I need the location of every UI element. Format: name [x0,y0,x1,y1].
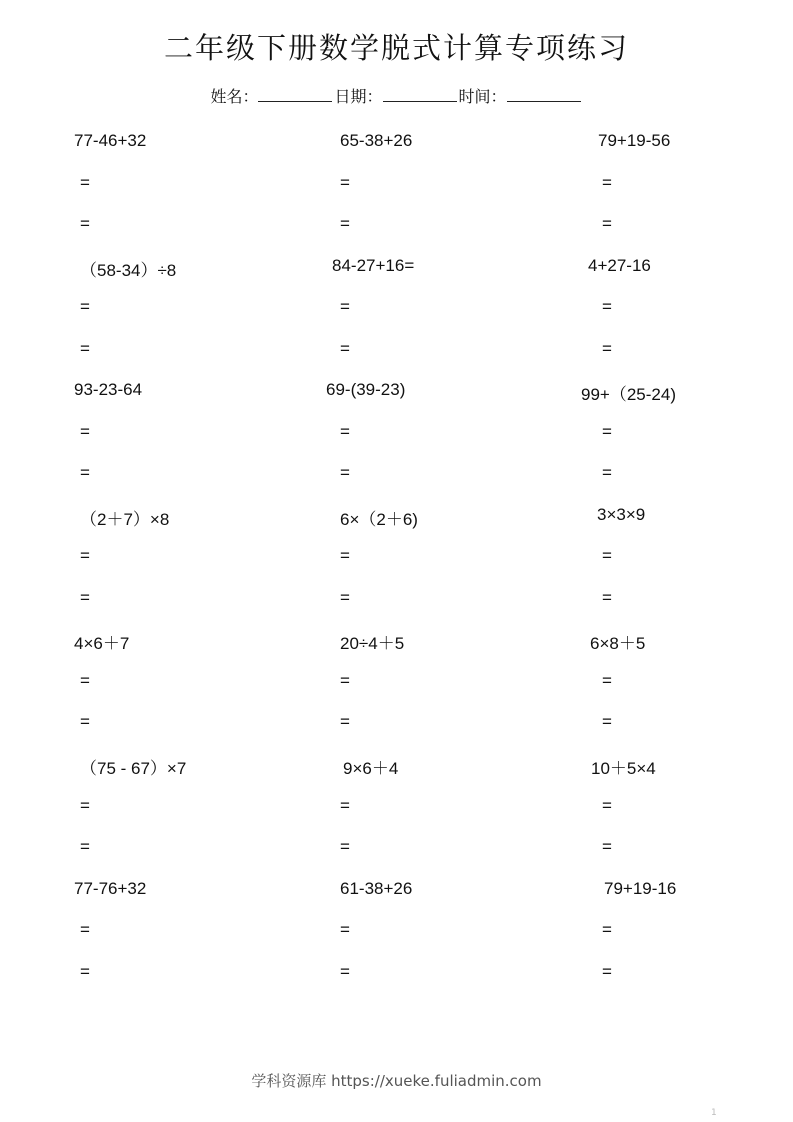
equals-line: = [80,920,90,940]
equals-line: = [602,961,612,981]
equals-line: = [340,338,350,358]
name-blank [258,87,332,102]
equals-line: = [340,214,350,233]
problem-expression: （58-34）÷8 [80,260,177,280]
problem-expression: 77-76+32 [74,878,147,898]
page-number: 1 [711,1108,717,1118]
equals-line: = [602,920,612,940]
problem-expression: （75 - 67）×7 [80,759,187,778]
equals-line: = [340,463,350,483]
equals-line: = [340,421,350,441]
equals-line: = [602,670,612,690]
equals-line: = [602,172,612,192]
equals-line: = [340,297,350,317]
equals-line: = [340,920,350,940]
equals-line: = [602,587,612,607]
equals-line: = [602,421,612,441]
equals-line: = [340,712,350,732]
equals-line: = [80,421,90,441]
problem-expression: 6×（2＋6) [340,509,418,529]
problem-expression: 4×6＋7 [74,634,130,654]
equals-line: = [340,546,350,566]
name-label: 姓名： [210,87,259,106]
problem-expression: 99+（25-24) [581,385,676,405]
date-label: 日期： [334,87,383,106]
problem-expression: 3×3×9 [597,504,646,524]
equals-line: = [340,837,350,856]
time-blank [507,87,581,102]
date-blank [383,87,457,102]
equals-line: = [80,214,90,233]
problem-expression: 9×6＋4 [343,759,399,778]
equals-line: = [80,795,90,815]
problem-expression: 93-23-64 [74,380,143,400]
equals-line: = [602,214,612,233]
footer-source: 学科资源库 https://xueke.fuliadmin.com [251,1072,542,1090]
problem-expression: 20÷4＋5 [340,634,405,654]
equals-line: = [602,795,612,815]
problem-expression: 79+19-16 [604,878,677,898]
problem-expression: 84-27+16= [332,255,415,275]
equals-line: = [80,172,90,192]
equals-line: = [80,297,90,317]
problem-expression: 79+19-56 [598,131,671,150]
equals-line: = [340,670,350,690]
equals-line: = [602,297,612,317]
equals-line: = [340,795,350,815]
page-title: 二年级下册数学脱式计算专项练习 [163,31,629,65]
problem-expression: 6×8＋5 [590,634,646,654]
equals-line: = [602,546,612,566]
equals-line: = [340,961,350,981]
student-info-line [0,84,793,107]
equals-line: = [340,587,350,607]
equals-line: = [602,837,612,856]
equals-line: = [80,587,90,607]
equals-line: = [80,463,90,483]
equals-line: = [80,338,90,358]
equals-line: = [80,961,90,981]
equals-line: = [80,837,90,856]
problem-expression: 77-46+32 [74,131,147,150]
problem-expression: 10＋5×4 [591,759,656,778]
equals-line: = [80,546,90,566]
problem-expression: 65-38+26 [340,131,413,150]
equals-line: = [602,338,612,358]
problem-expression: 4+27-16 [588,255,651,275]
equals-line: = [80,712,90,732]
problem-expression: （2＋7）×8 [80,509,170,529]
equals-line: = [80,670,90,690]
equals-line: = [340,172,350,192]
problem-expression: 61-38+26 [340,878,413,898]
equals-line: = [602,712,612,732]
problem-expression: 69-(39-23) [326,380,406,400]
time-label: 时间： [458,87,507,106]
equals-line: = [602,463,612,483]
